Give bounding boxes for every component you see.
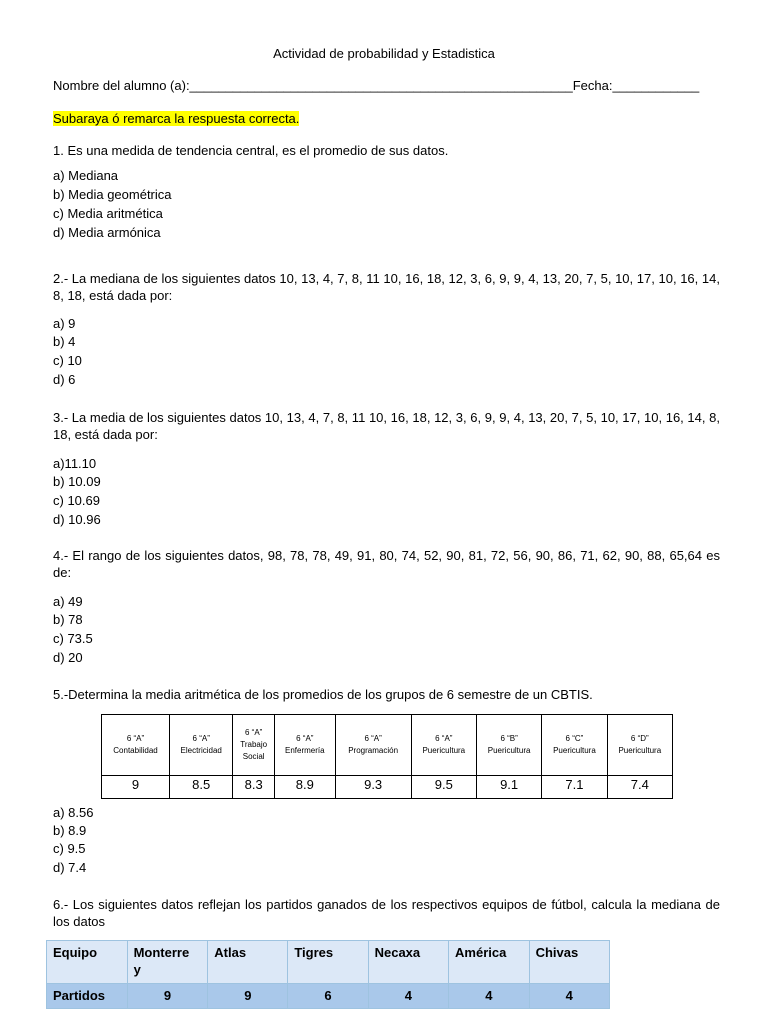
team-cell: Chivas	[529, 941, 609, 984]
team-row-label: Equipo	[47, 941, 128, 984]
team-cell: América	[449, 941, 530, 984]
q1-option-b: b) Media geométrica	[53, 187, 172, 202]
group-header-cell: 6 “A” Electricidad	[170, 715, 233, 776]
q2-option-c: c) 10	[53, 353, 82, 368]
team-cell: Atlas	[208, 941, 288, 984]
q5-option-a: a) 8.56	[53, 805, 94, 820]
question-4-text: 4.- El rango de los siguientes datos, 98, 78, 78, 49, 91, 80, 74, 52, 90, 81, 72, 56, 90, 86, 71, 62, 90, 88, 65,64 es de:	[53, 548, 720, 580]
question-5-text: 5.-Determina la media aritmética de los promedios de los grupos de 6 semestre de un CBTIS.	[53, 687, 593, 702]
q3-option-c: c) 10.69	[53, 493, 100, 508]
group-value-cell: 8.5	[170, 776, 233, 799]
group-value-cell: 9	[102, 776, 170, 799]
student-name-line: Nombre del alumno (a):_____________________________________________________Fecha:____________	[53, 78, 700, 93]
group-header-cell: 6 “C” Puericultura	[542, 715, 607, 776]
group-header-cell: 6 “A” Puericultura	[411, 715, 476, 776]
group-value-cell: 7.1	[542, 776, 607, 799]
group-value-cell: 9.3	[335, 776, 411, 799]
q2-option-d: d) 6	[53, 372, 76, 387]
team-wins-table	[46, 940, 610, 1009]
group-value-cell: 9.5	[411, 776, 476, 799]
group-value-cell: 8.9	[274, 776, 335, 799]
group-value-cell: 8.3	[233, 776, 275, 799]
group-value-cell: 7.4	[607, 776, 672, 799]
q2-option-b: b) 4	[53, 334, 76, 349]
group-header-row	[102, 715, 673, 776]
question-6-text: 6.- Los siguientes datos reflejan los partidos ganados de los respectivos equipos de fútbol, calcula la mediana de los datos	[53, 897, 720, 929]
q5-option-b: b) 8.9	[53, 823, 87, 838]
q3-option-b: b) 10.09	[53, 474, 101, 489]
document-title: Actividad de probabilidad y Estadistica	[273, 46, 495, 61]
group-value-cell: 9.1	[476, 776, 541, 799]
group-header-cell: 6 “D” Puericultura	[607, 715, 672, 776]
group-values-row	[102, 776, 673, 799]
wins-cell: 4	[529, 984, 609, 1009]
q1-option-d: d) Media armónica	[53, 225, 161, 240]
q1-option-c: c) Media aritmética	[53, 206, 163, 221]
group-header-cell: 6 “A” Contabilidad	[102, 715, 170, 776]
wins-cell: 9	[208, 984, 288, 1009]
team-cell: Necaxa	[368, 941, 448, 984]
q2-option-a: a) 9	[53, 316, 76, 331]
group-header-cell: 6 “A” Trabajo Social	[233, 715, 275, 776]
question-1-text: 1. Es una medida de tendencia central, es el promedio de sus datos.	[53, 143, 449, 158]
instruction-highlight: Subaraya ó remarca la respuesta correcta.	[53, 111, 300, 126]
q3-option-a: a)11.10	[53, 456, 97, 471]
q5-option-d: d) 7.4	[53, 860, 87, 875]
q1-option-a: a) Mediana	[53, 168, 119, 183]
group-header-cell: 6 “B” Puericultura	[476, 715, 541, 776]
team-row	[47, 941, 610, 984]
wins-cell: 4	[368, 984, 448, 1009]
team-cell: Tigres	[288, 941, 368, 984]
q4-option-b: b) 78	[53, 612, 83, 627]
group-header-cell: 6 “A” Programación	[335, 715, 411, 776]
wins-cell: 9	[127, 984, 208, 1009]
q4-option-a: a) 49	[53, 594, 83, 609]
wins-cell: 6	[288, 984, 368, 1009]
wins-cell: 4	[449, 984, 530, 1009]
q3-option-d: d) 10.96	[53, 512, 101, 527]
q4-option-c: c) 73.5	[53, 631, 93, 646]
instruction	[53, 110, 299, 127]
group-averages-table	[101, 714, 673, 799]
q4-option-d: d) 20	[53, 650, 83, 665]
question-3-text: 3.- La media de los siguientes datos 10, 13, 4, 7, 8, 11 10, 16, 18, 12, 3, 6, 9, 9, 4, 13, 20, 7, 5, 10, 17, 10, 16, 14, 8, 18, está dada por:	[53, 410, 720, 442]
group-header-cell: 6 “A” Enfermería	[274, 715, 335, 776]
question-2-text: 2.- La mediana de los siguientes datos 10, 13, 4, 7, 8, 11 10, 16, 18, 12, 3, 6, 9, 9, 4, 13, 20, 7, 5, 10, 17, 10, 16, 14, 8, 18, está dada por:	[53, 271, 720, 303]
team-cell: Monterre y	[127, 941, 208, 984]
wins-row	[47, 984, 610, 1009]
q5-option-c: c) 9.5	[53, 841, 86, 856]
wins-row-label: Partidos	[47, 984, 128, 1009]
